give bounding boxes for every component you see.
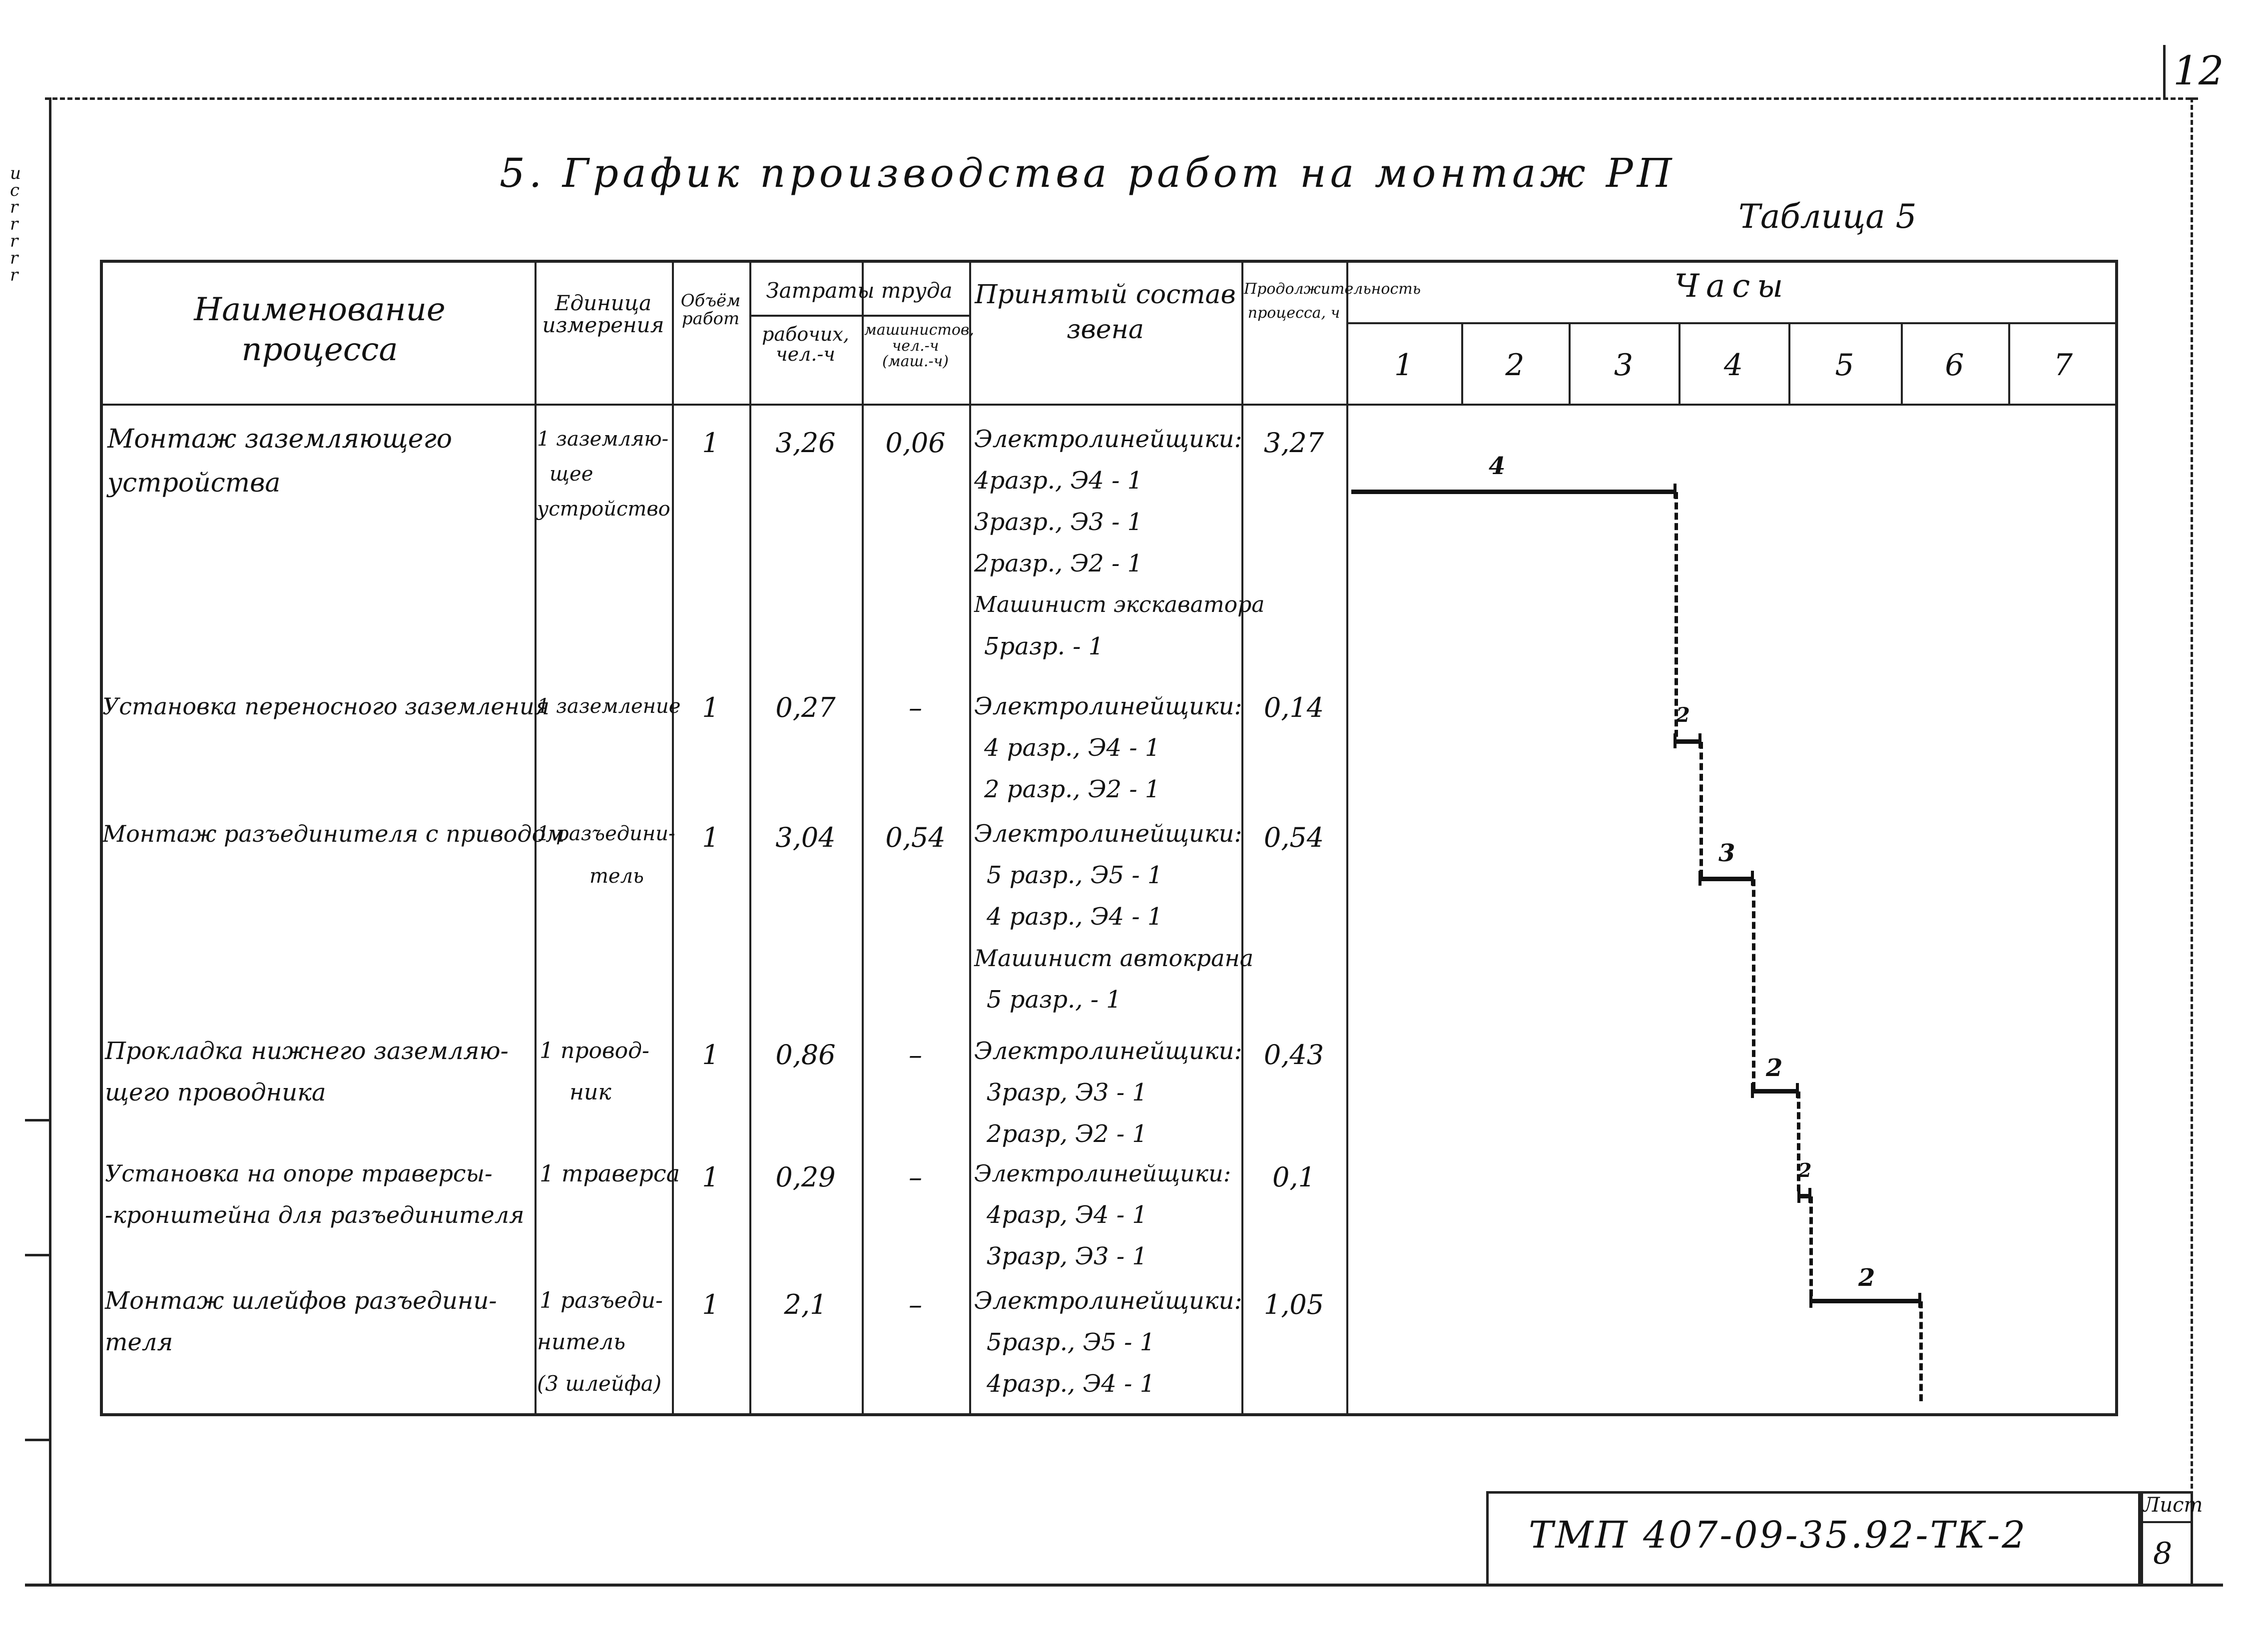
row4-volume: 1 [702,1039,719,1071]
row3-crew-4: Машинист автокрана [974,945,1254,972]
row6-machinists: – [909,1289,922,1320]
hour-number-4: 4 [1723,348,1743,383]
row1-crew-2: 4разр., Э4 - 1 [974,467,1143,495]
header-duration: Продолжительность процесса, ч [1244,280,1421,322]
hour-number-1: 1 [1394,348,1414,383]
frame-right-border [2191,97,2193,1586]
header-hours: Часы [1674,268,1790,305]
margin-tick [25,1439,49,1441]
gantt-bar-3-label: 3 [1718,839,1735,867]
row1-duration: 3,27 [1263,427,1324,459]
row6-unit-line2: нитель [537,1329,626,1355]
row1-machinists: 0,06 [885,427,946,459]
row1-name-line2: устройства [107,468,281,498]
row3-volume: 1 [702,822,719,853]
row6-unit-line3: (3 шлейфа) [537,1371,662,1396]
row1-unit-line3: устройство [537,498,670,521]
sheet-number-divider [2138,1521,2191,1523]
hour-divider [1679,322,1681,405]
row5-name-line2: -кронштейна для разъединителя [105,1201,525,1228]
row1-unit-line2: щее [550,463,593,486]
gantt-bar-3 [1698,877,1753,881]
sheet-number: 8 [2153,1536,2173,1571]
row5-name-line1: Установка на опоре траверсы- [105,1160,493,1187]
gantt-bar-1-label: 4 [1489,452,1506,480]
page-title: 5. График производства работ на монтаж РП [500,150,1676,196]
row3-duration: 0,54 [1263,822,1324,853]
row3-name-line1: Монтаж разъединителя с приводом [102,820,565,847]
margin-tick [25,1254,49,1256]
labor-subheader-line [749,315,969,317]
row6-name-line2: теля [105,1328,173,1356]
row2-duration: 0,14 [1263,692,1324,723]
row2-volume: 1 [702,692,719,723]
row6-volume: 1 [702,1289,719,1320]
row3-crew-3: 4 разр., Э4 - 1 [987,903,1163,931]
hours-subheader-line [1346,322,2118,324]
gantt-bar-2 [1674,739,1701,744]
row2-workers: 0,27 [775,692,836,723]
row4-name-line1: Прокладка нижнего заземляю- [105,1037,509,1065]
row4-crew-3: 2разр, Э2 - 1 [987,1120,1147,1148]
row6-name-line1: Монтаж шлейфов разъедини- [105,1287,497,1315]
gantt-link-3 [1752,879,1755,1089]
hour-divider [1569,322,1571,405]
row4-duration: 0,43 [1263,1039,1324,1071]
header-crew: Принятый состав звена [975,280,1236,345]
gantt-link-2 [1699,742,1703,877]
frame-top-border [45,97,2198,100]
header-unit: Единица измерения [542,291,664,338]
hour-divider [2008,322,2010,405]
sheet-label: Лист [2143,1494,2203,1517]
margin-tick [25,1119,49,1121]
row4-name-line2: щего проводника [105,1079,326,1106]
row6-duration: 1,05 [1263,1289,1324,1320]
hour-number-3: 3 [1614,348,1634,383]
row2-crew-3: 2 разр., Э2 - 1 [984,775,1160,803]
row2-unit-line1: 1 заземление [537,695,681,718]
col-divider [1346,260,1348,1416]
row1-unit-line1: 1 заземляю- [537,428,669,451]
row3-unit-line1: 1 разъедини- [537,822,675,845]
hour-number-5: 5 [1835,348,1854,383]
frame-bottom-border [25,1584,2223,1587]
header-process-name: Наименование процесса [194,291,446,368]
row4-machinists: – [909,1039,922,1071]
row5-machinists: – [909,1161,922,1193]
gantt-bar-5-label: 2 [1798,1159,1812,1181]
row3-crew-5: 5 разр., - 1 [987,986,1121,1014]
page-number: 12 [2173,47,2224,94]
gantt-link-5 [1809,1196,1813,1296]
hour-number-6: 6 [1945,348,1964,383]
row4-crew-1: Электролинейщики: [974,1037,1242,1065]
row1-crew-4: 2разр., Э2 - 1 [974,550,1143,577]
row3-crew-1: Электролинейщики: [974,820,1242,848]
gantt-link-6 [1919,1301,1923,1401]
row5-duration: 0,1 [1272,1161,1315,1193]
page-number-bar [2163,45,2166,97]
row3-workers: 3,04 [775,822,836,853]
row4-unit-line2: ник [569,1080,611,1105]
row1-name-line1: Монтаж заземляющего [107,424,453,454]
gantt-bar-2-label: 2 [1676,703,1690,727]
row5-unit-line1: 1 траверса [540,1160,680,1187]
gantt-bar-1 [1351,490,1676,494]
gantt-bar-6-cap-left [1809,1293,1812,1308]
row6-crew-2: 5разр., Э5 - 1 [987,1328,1155,1356]
table-label: Таблица 5 [1738,197,1917,236]
row5-crew-3: 3разр, Э3 - 1 [987,1242,1147,1270]
row5-volume: 1 [702,1161,719,1193]
row1-volume: 1 [702,427,719,459]
sheet-code: ТМП 407-09-35.92-ТК-2 [1529,1514,2028,1557]
hour-divider [1788,322,1790,405]
gantt-bar-4-cap-left [1751,1083,1754,1098]
row3-unit-line2: тель [589,865,644,888]
header-machinists: машинистов, чел.-ч (маш.-ч) [864,321,974,370]
row4-crew-2: 3разр, Э3 - 1 [987,1079,1147,1106]
row6-workers: 2,1 [784,1289,827,1320]
gantt-link-1 [1675,492,1678,737]
hour-number-7: 7 [2053,348,2073,383]
row1-crew-5: Машинист экскаватора [974,592,1265,617]
row2-crew-1: Электролинейщики: [974,692,1242,720]
header-labor: Затраты труда [766,278,953,303]
row1-crew-1: Электролинейщики: [974,425,1242,453]
row6-crew-3: 4разр., Э4 - 1 [987,1370,1155,1398]
hour-divider [1461,322,1463,405]
gantt-bar-6 [1809,1299,1919,1303]
header-bottom-line [100,404,2118,406]
margin-marks: u c r r r r r [10,163,21,285]
row3-machinists: 0,54 [885,822,946,853]
gantt-bar-5-cap-left [1797,1188,1800,1203]
row1-crew-6: 5разр. - 1 [984,632,1104,660]
row5-crew-1: Электролинейщики: [974,1160,1231,1187]
row6-crew-1: Электролинейщики: [974,1287,1242,1315]
row2-machinists: – [909,692,922,723]
gantt-bar-4-label: 2 [1766,1054,1783,1082]
header-volume: Объём работ [680,291,741,329]
row1-crew-3: 3разр., Э3 - 1 [974,508,1143,536]
row6-unit-line1: 1 разъеди- [540,1288,663,1313]
gantt-bar-6-label: 2 [1858,1264,1875,1292]
gantt-bar-2-cap-left [1674,733,1677,748]
row4-unit-line1: 1 провод- [540,1038,649,1064]
row2-name-line1: Установка переносного заземления [102,693,550,720]
row5-crew-2: 4разр, Э4 - 1 [987,1201,1147,1229]
header-workers: рабочих, чел.-ч [762,323,849,365]
gantt-bar-3-cap-left [1698,871,1701,886]
hour-divider [1901,322,1903,405]
hour-number-2: 2 [1505,348,1525,383]
row1-workers: 3,26 [775,427,836,459]
frame-left-border [49,97,51,1586]
row3-crew-2: 5 разр., Э5 - 1 [987,861,1163,889]
col-divider [969,260,971,1416]
row5-workers: 0,29 [775,1161,836,1193]
row2-crew-2: 4 разр., Э4 - 1 [984,734,1160,762]
gantt-bar-4 [1751,1089,1798,1094]
row4-workers: 0,86 [775,1039,836,1071]
